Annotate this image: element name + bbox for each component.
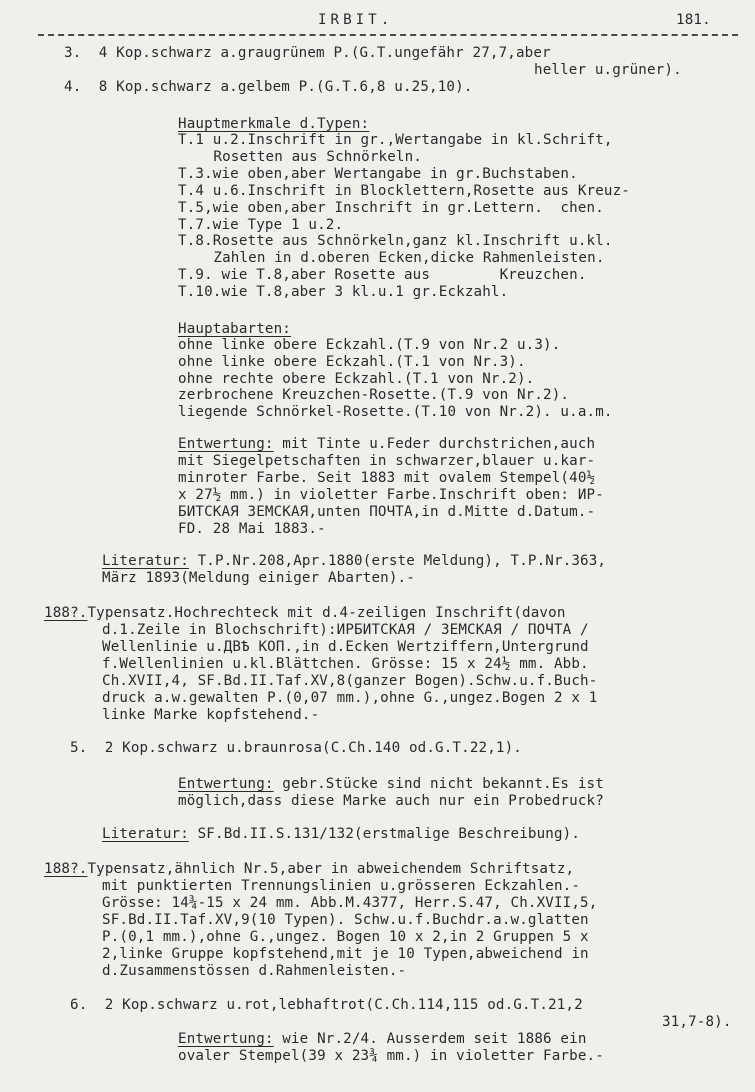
line-text: x 27½ mm.) in violetter Farbe.Inschrift oben: ИР- [178,487,604,503]
line-text: T.P.Nr.208,Apr.1880(erste Meldung), T.P.Nr.363, [188,553,607,569]
text-line [178,116,369,133]
line-text: linke Marke kopfstehend.- [102,707,320,723]
line-text: 4. 8 Kop.schwarz a.gelbem P.(G.T.6,8 u.25,10). [64,79,473,95]
line-text: 6. 2 Kop.schwarz u.rot,lebhaftrot(C.Ch.114,115 od.G.T.21,2 [70,997,583,1013]
text-line [102,673,597,690]
line-text: T.4 u.6.Inschrift in Blocklettern,Rosette aus Kreuz- [178,183,630,199]
text-line [102,690,597,707]
text-line [178,166,578,183]
line-text: März 1893(Meldung einiger Abarten).- [102,570,415,586]
line-text: SF.Bd.II.S.131/132(erstmalige Beschreibung). [188,826,581,842]
text-line [178,1048,604,1065]
page-number: 181. [676,12,711,28]
text-line [102,622,589,639]
line-text: mit Siegelpetschaften in schwarzer,blauer u.kar- [178,453,596,469]
text-line [102,639,589,656]
line-text: Typensatz,ähnlich Nr.5,aber in abweichendem Schriftsatz, [87,861,575,877]
text-line [178,284,508,301]
line-text: f.Wellenlinien u.kl.Blättchen. Grösse: 15 x 24½ mm. Abb. [102,656,589,672]
text-line [102,946,589,963]
section-label: Hauptmerkmale d.Typen: [178,116,370,132]
line-text: d.Zusammenstössen d.Rahmenleisten.- [102,963,407,979]
text-line [102,826,580,843]
line-text: Grösse: 14¾-15 x 24 mm. Abb.M.4377, Herr.S.47, Ch.XVII,5, [102,895,598,911]
line-text: ohne linke obere Eckzahl.(T.9 von Nr.2 u.3). [178,337,561,353]
line-text: T.5,wie oben,aber Inschrift in gr.Lettern. chen. [178,200,604,216]
entry-year: 188?. [44,605,88,621]
line-text: 3. 4 Kop.schwarz a.graugrünem P.(G.T.ungefähr 27,7,aber [64,45,551,61]
text-line [70,740,522,757]
line-text: Zahlen in d.oberen Ecken,dicke Rahmenleisten. [196,250,605,266]
line-text: T.9. wie T.8,aber Rosette aus Kreuzchen. [178,267,587,283]
section-label: Literatur: [102,826,189,842]
text-line [178,337,560,354]
line-text: 5. 2 Kop.schwarz u.braunrosa(C.Ch.140 od.G.T.22,1). [70,740,522,756]
text-line [534,62,682,79]
line-text: Rosetten aus Schnörkeln. [196,149,422,165]
line-text: druck a.w.gewalten P.(0,07 mm.),ohne G.,ungez.Bogen 2 x 1 [102,690,598,706]
text-line [196,250,605,267]
line-text: mit Tinte u.Feder durchstrichen,auch [273,436,596,452]
line-text: möglich,dass diese Marke auch nur ein Probedruck? [178,793,604,809]
line-text: SF.Bd.II.Taf.XV,9(10 Typen). Schw.u.f.Buchdr.a.w.glatten [102,912,589,928]
section-label: Entwertung: [178,776,274,792]
text-line [178,521,326,538]
line-text: ohne linke obere Eckzahl.(T.1 von Nr.3). [178,354,526,370]
text-line [178,1031,587,1048]
section-label: Literatur: [102,553,189,569]
line-text: Typensatz.Hochrechteck mit d.4-zeiligen Inschrift(davon [87,605,566,621]
text-line [178,267,587,284]
text-line [102,570,415,587]
text-line [102,707,319,724]
section-label: Entwertung: [178,1031,274,1047]
text-line [102,963,406,980]
line-text: БИТСКАЯ ЗЕМСКАЯ,unten ПОЧТА,in d.Mitte d.Datum.- [178,504,596,520]
line-text: T.8.Rosette aus Schnörkeln,ganz kl.Inschrift u.kl. [178,233,613,249]
line-text: T.10.wie T.8,aber 3 kl.u.1 gr.Eckzahl. [178,284,509,300]
text-line [178,233,613,250]
line-text: liegende Schnörkel-Rosette.(T.10 von Nr.2). u.a.m. [178,404,613,420]
text-line [102,878,580,895]
section-label: Hauptabarten: [178,321,291,337]
text-line [44,861,574,878]
line-text: Ch.XVII,4, SF.Bd.II.Taf.XV,8(ganzer Bogen).Schw.u.f.Buch- [102,673,598,689]
text-line [662,1014,732,1031]
line-text: T.1 u.2.Inschrift in gr.,Wertangabe in kl.Schrift, [178,132,613,148]
line-text: zerbrochene Kreuzchen-Rosette.(T.9 von Nr.2). [178,387,570,403]
entry-year: 188?. [44,861,88,877]
text-line [70,997,583,1014]
line-text: d.1.Zeile in Blochschrift):ИРБИТСКАЯ / ЗЕМСКАЯ / ПОЧТА / [102,622,589,638]
line-text: wie Nr.2/4. Ausserdem seit 1886 ein [273,1031,587,1047]
text-line [178,217,343,234]
text-line [178,183,630,200]
text-line [102,553,606,570]
text-line [102,912,589,929]
text-line [178,453,595,470]
text-line [178,470,595,487]
text-line [178,793,604,810]
text-line [178,200,604,217]
text-line [102,929,589,946]
line-text: FD. 28 Mai 1883.- [178,521,326,537]
text-line [178,436,595,453]
text-line [102,656,589,673]
header-rule [38,34,738,36]
text-line [102,895,597,912]
text-line [178,371,534,388]
text-line [178,387,569,404]
text-line [178,132,613,149]
text-line [178,404,613,421]
line-text: ovaler Stempel(39 x 23¾ mm.) in violetter Farbe.- [178,1048,604,1064]
text-line [64,45,551,62]
line-text: mit punktierten Trennungslinien u.grösseren Eckzahlen.- [102,878,581,894]
line-text: T.3.wie oben,aber Wertangabe in gr.Buchstaben. [178,166,578,182]
text-line [178,321,291,338]
text-line [44,605,566,622]
text-line [178,354,526,371]
line-text: minroter Farbe. Seit 1883 mit ovalem Stempel(40½ [178,470,596,486]
line-text: 31,7-8). [662,1014,732,1030]
text-line [178,776,604,793]
line-text: Wellenlinie u.ДВѢ КОП.,in d.Ecken Wertziffern,Untergrund [102,639,589,655]
header-title: IRBIT. [318,12,394,28]
line-text: heller u.grüner). [534,62,682,78]
text-line [64,79,473,96]
line-text: P.(0,1 mm.),ohne G.,ungez. Bogen 10 x 2,in 2 Gruppen 5 x [102,929,589,945]
line-text: gebr.Stücke sind nicht bekannt.Es ist [273,776,604,792]
text-line [178,504,595,521]
section-label: Entwertung: [178,436,274,452]
text-line [178,487,604,504]
line-text: 2,linke Gruppe kopfstehend,mit je 10 Typen,abweichend in [102,946,589,962]
line-text: ohne rechte obere Eckzahl.(T.1 von Nr.2). [178,371,535,387]
line-text: T.7.wie Type 1 u.2. [178,217,344,233]
text-line [196,149,422,166]
